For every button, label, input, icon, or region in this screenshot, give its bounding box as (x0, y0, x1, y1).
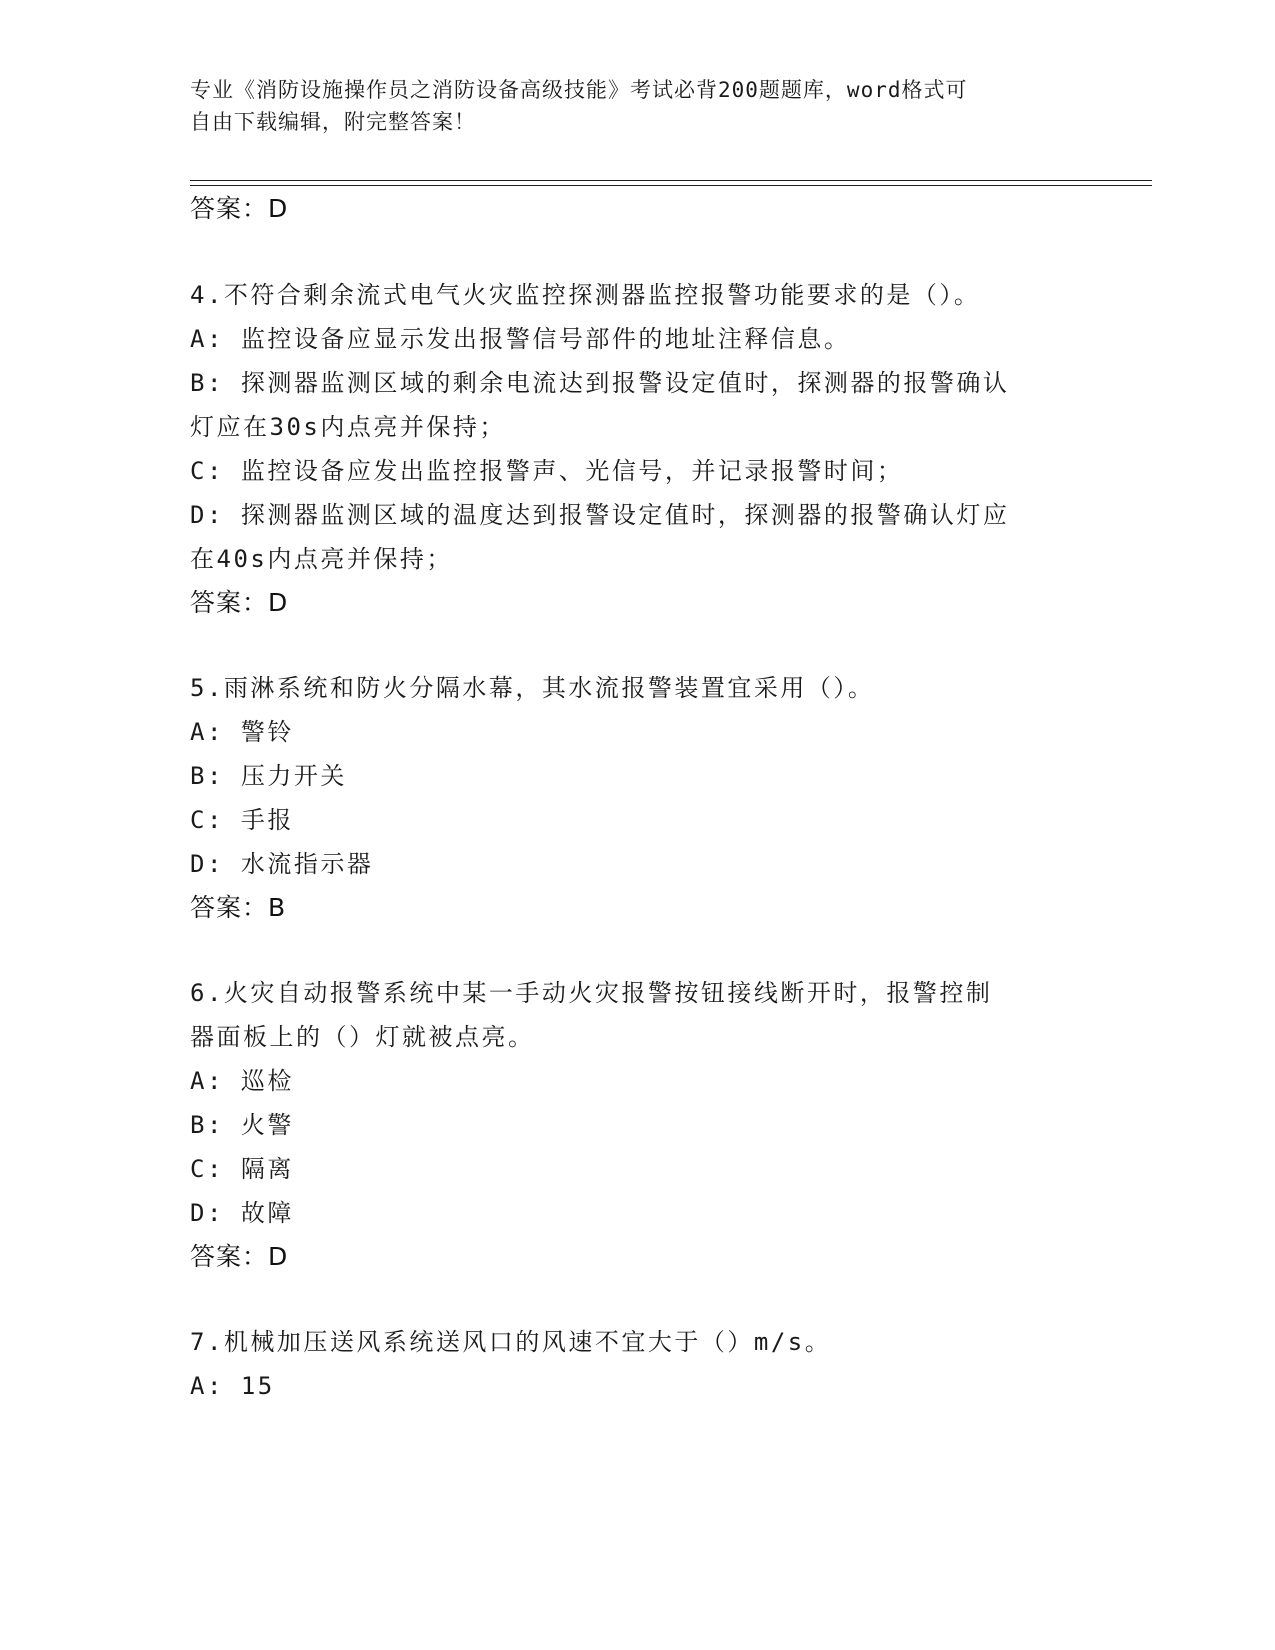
question-5-stem: 5.雨淋系统和防火分隔水幕，其水流报警装置宜采用（）。 (190, 674, 875, 702)
question-6-stem-cont: 器面板上的（）灯就被点亮。 (190, 1023, 535, 1051)
question-5-option-d: D: 水流指示器 (190, 850, 374, 878)
question-4-option-a: A: 监控设备应显示发出报警信号部件的地址注释信息。 (190, 325, 851, 353)
question-4-option-c: C: 监控设备应发出监控报警声、光信号，并记录报警时间； (190, 457, 904, 485)
answer-q5: 答案：B (190, 893, 287, 922)
question-5-option-b: B: 压力开关 (190, 762, 347, 790)
header-title-line-2: 自由下载编辑，附完整答案！ (190, 110, 476, 134)
question-6-option-b: B: 火警 (190, 1111, 294, 1139)
question-4-option-b: B: 探测器监测区域的剩余电流达到报警设定值时，探测器的报警确认 (190, 369, 1010, 397)
document-header (190, 74, 1070, 138)
header-divider-top (190, 180, 1152, 181)
question-5-option-c: C: 手报 (190, 806, 294, 834)
answer-q4: 答案：D (190, 588, 289, 617)
answer-q3: 答案：D (190, 194, 289, 223)
question-7-stem: 7.机械加压送风系统送风口的风速不宜大于（）m/s。 (190, 1328, 832, 1356)
question-6-option-c: C: 隔离 (190, 1155, 294, 1183)
answer-q6: 答案：D (190, 1242, 289, 1271)
question-4-option-d-cont: 在40s内点亮并保持； (190, 545, 453, 573)
question-6-option-a: A: 巡检 (190, 1067, 294, 1095)
question-4-option-b-cont: 灯应在30s内点亮并保持； (190, 413, 506, 441)
question-6-stem: 6.火灾自动报警系统中某一手动火灾报警按钮接线断开时，报警控制 (190, 979, 993, 1007)
header-divider-bottom (190, 185, 1152, 186)
question-4-stem: 4.不符合剩余流式电气火灾监控探测器监控报警功能要求的是（）。 (190, 281, 981, 309)
question-6-option-d: D: 故障 (190, 1199, 294, 1227)
header-title-line-1: 专业《消防设施操作员之消防设备高级技能》考试必背200题题库，word格式可 (190, 78, 968, 102)
question-7-option-a: A: 15 (190, 1372, 275, 1400)
question-5-option-a: A: 警铃 (190, 718, 294, 746)
question-4-option-d: D: 探测器监测区域的温度达到报警设定值时，探测器的报警确认灯应 (190, 501, 1010, 529)
